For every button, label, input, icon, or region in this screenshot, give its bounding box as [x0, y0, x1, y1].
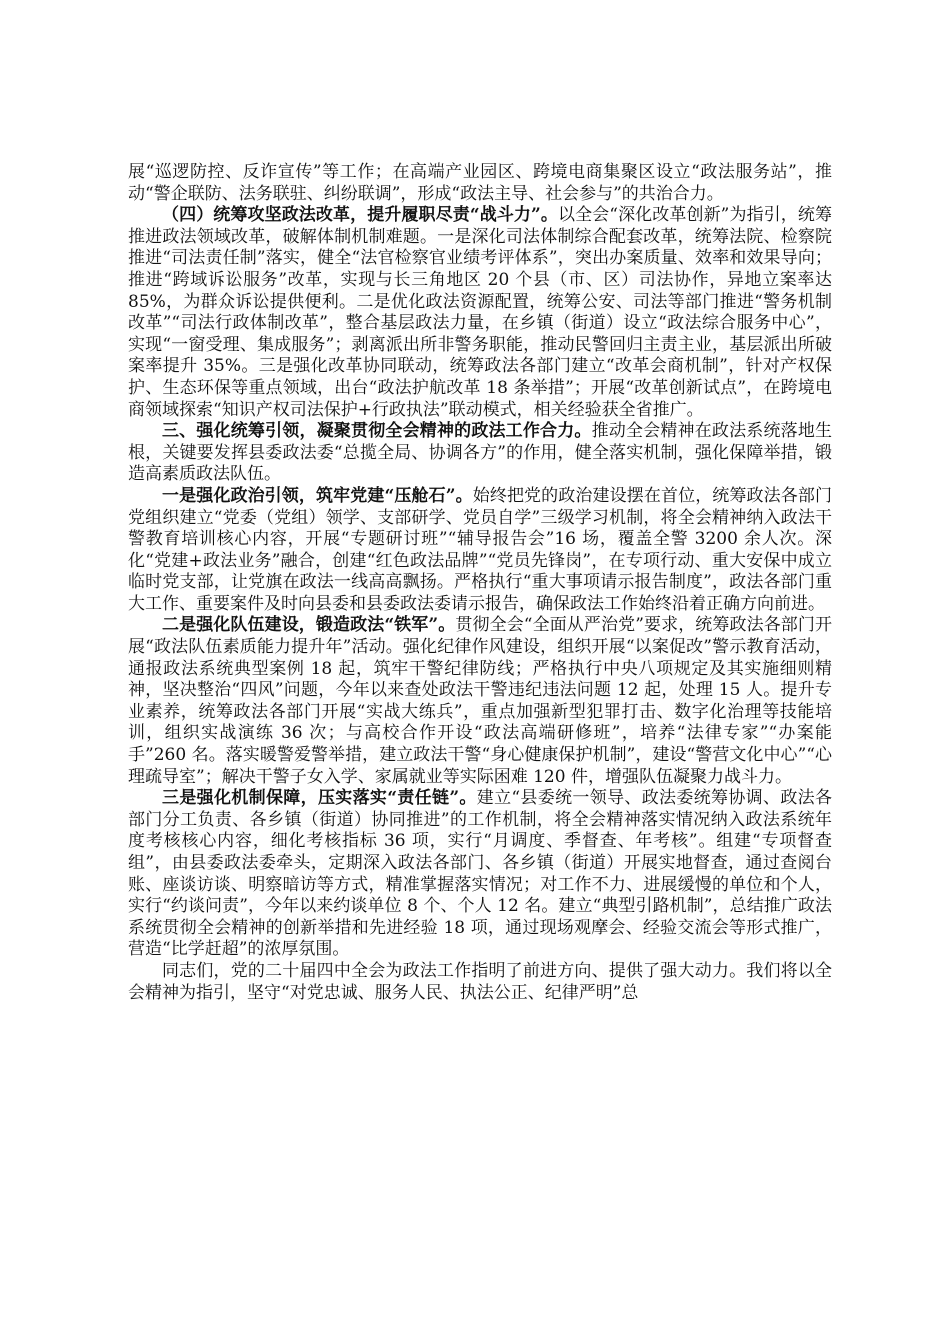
paragraph-text: 同志们，党的二十届四中全会为政法工作指明了前进方向、提供了强大动力。我们将以全会精神为指引，坚守“对党忠诚、服务人民、执法公正、纪律严明”总 [128, 960, 832, 1003]
paragraph-heading: 一是强化政治引领，筑牢党建“压舱石”。 [162, 485, 473, 506]
paragraph-heading: 二是强化队伍建设，锻造政法“铁军”。 [162, 615, 456, 636]
paragraph-heading: 三、强化统筹引领，凝聚贯彻全会精神的政法工作合力。 [162, 421, 592, 442]
paragraph-heading: （四）统筹攻坚政法改革，提升履职尽责“战斗力”。 [162, 205, 558, 226]
paragraph-text: 建立“县委统一领导、政法委统筹协调、政法各部门分工负责、各乡镇（街道）协同推进”的工作机制，将全会精神落实情况纳入政法系统年度考核核心内容，细化考核指标 36 项，实行“月调度、季督查、年考核”。组建“专项督查组”，由县委政法委牵头，定期深入政法各部门、各乡镇（街道）开展实地督查，通过查阅台账、座谈访谈、明察暗访等方式，精准掌握落实情况；对工作不力、进展缓慢的单位和个人，实行“约谈问责”，今年以来约谈单位 8 个、个人 12 名。建立“典型引路机制”，总结推广政法系统贯彻全会精神的创新举措和先进经验 18 项，通过现场观摩会、经验交流会等形式推广，营造“比学赶超”的浓厚氛围。 [128, 788, 832, 960]
document-body [128, 162, 832, 1004]
paragraph-item-two [128, 615, 832, 788]
paragraph-text: 始终把党的政治建设摆在首位，统筹政法各部门党组织建立“党委（党组）领学、支部研学、党员自学”三级学习机制，将全会精神纳入政法干警教育培训核心内容，开展“专题研讨班”“辅导报告会”16 场，覆盖全警 3200 余人次。深化“党建+政法业务”融合，创建“红色政法品牌”“党员先锋岗”，在专项行动、重大安保中成立临时党支部，让党旗在政法一线高高飘扬。严格执行“重大事项请示报告制度”，政法各部门重大工作、重要案件及时向县委和县委政法委请示报告，确保政法工作始终沿着正确方向前进。 [128, 485, 832, 614]
paragraph-continuation [128, 162, 832, 205]
paragraph-closing [128, 961, 832, 1004]
paragraph-section-four [128, 205, 832, 421]
paragraph-text: 推动全会精神在政法系统落地生根，关键要发挥县委政法委“总揽全局、协调各方”的作用，健全落实机制，强化保障举措，锻造高素质政法队伍。 [128, 421, 833, 485]
paragraph-text: 贯彻全会“全面从严治党”要求，统筹政法各部门开展“政法队伍素质能力提升年”活动。强化纪律作风建设，组织开展“以案促改”警示教育活动，通报政法系统典型案例 18 起，筑牢干警纪律防线；严格执行中央八项规定及其实施细则精神，坚决整治“四风”问题，今年以来查处政法干警违纪违法问题 12 起，处理 15 人。提升专业素养，统筹政法各部门开展“实战大练兵”，重点加强新型犯罪打击、数字化治理等技能培训，组织实战演练 36 次；与高校合作开设“政法高端研修班”，培养“法律专家”“办案能手”260 名。落实暖警爱警举措，建立政法干警“身心健康保护机制”，建设“警营文化中心”“心理疏导室”；解决干警子女入学、家属就业等实际困难 120 件，增强队伍凝聚力战斗力。 [128, 615, 832, 787]
paragraph-item-three [128, 788, 832, 961]
paragraph-heading: 三是强化机制保障，压实落实“责任链”。 [162, 788, 477, 809]
paragraph-item-one [128, 486, 832, 616]
paragraph-text: 展“巡逻防控、反诈宣传”等工作；在高端产业园区、跨境电商集聚区设立“政法服务站”，推动“警企联防、法务联驻、纠纷联调”，形成“政法主导、社会参与”的共治合力。 [128, 162, 832, 204]
paragraph-part-three [128, 421, 832, 486]
paragraph-text: 以全会“深化改革创新”为指引，统筹推进政法领域改革，破解体制机制难题。一是深化司法体制综合配套改革，统筹法院、检察院推进“司法责任制”落实，健全“法官检察官业绩考评体系”，突出办案质量、效率和效果导向；推进“跨域诉讼服务”改革，实现与长三角地区 20 个县（市、区）司法协作，异地立案率达 85%，为群众诉讼提供便利。二是优化政法资源配置，统筹公安、司法等部门推进“警务机制改革”“司法行政体制改革”，整合基层政法力量，在乡镇（街道）设立“政法综合服务中心”，实现“一窗受理、集成服务”；剥离派出所非警务职能，推动民警回归主责主业，基层派出所破案率提升 35%。三是强化改革协同联动，统筹政法各部门建立“改革会商机制”，针对产权保护、生态环保等重点领域，出台“政法护航改革 18 条举措”；开展“改革创新试点”，在跨境电商领域探索“知识产权司法保护+行政执法”联动模式，相关经验获全省推广。 [128, 205, 832, 420]
